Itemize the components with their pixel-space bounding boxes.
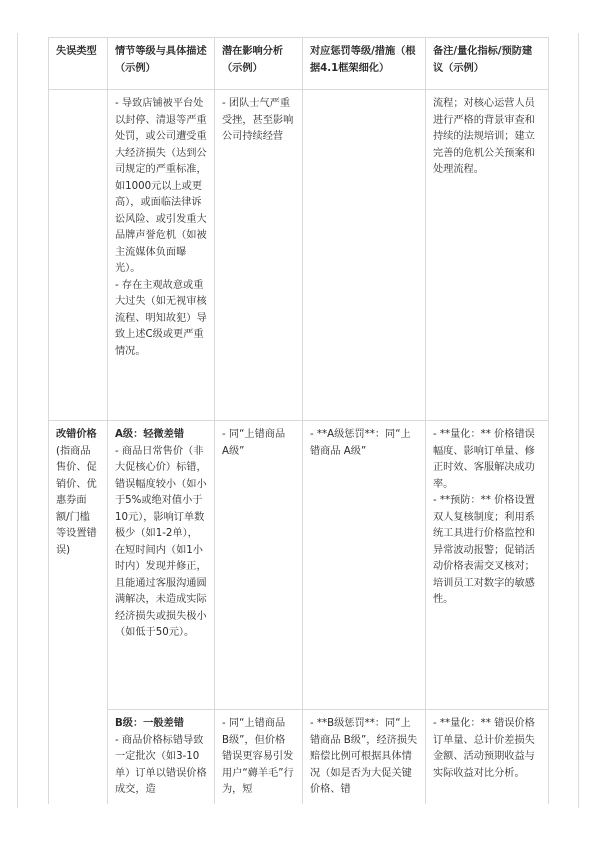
table-row	[49, 710, 549, 804]
cell-notes-level-b: - **量化：** 错误价格订单量、总计价差损失金额、活动预期收益与实际收益对比分析。	[426, 710, 549, 804]
header-notes: 备注/量化指标/预防建议（示例）	[426, 38, 549, 90]
cell-notes-continued: 流程；对核心运营人员进行严格的背景审查和持续的法规培训；建立完善的危机公关预案和处理流程。	[426, 90, 549, 421]
cell-type-continued	[49, 90, 108, 421]
header-error-type: 失误类型	[49, 38, 108, 90]
detail-paragraph: - 导致店铺被平台处以封停、清退等严重处罚，或公司遭受重大经济损失（达到公司规定的严重标准，如1000元以上或更高），或面临法律诉讼风险、或引发重大品牌声誉危机（如被主流媒体负面曝光）。	[115, 98, 207, 274]
cell-penalty-level-b: - **B级惩罚**：同“上错商品 B级”，经济损失赔偿比例可根据具体情况（如是否为大促关键价格、错	[303, 710, 426, 804]
cell-type-price-error	[49, 421, 108, 804]
cell-notes-level-a	[426, 421, 549, 710]
cell-detail-level-b	[108, 710, 215, 804]
header-level-detail: 情节等级与具体描述（示例）	[108, 38, 215, 90]
notes-prevent: - **预防：** 价格设置双人复核制度；利用系统工具进行价格监控和异常波动报警；促销活动价格表需交叉核对；培训员工对数字的敏感性。	[433, 495, 535, 605]
table-row	[49, 421, 549, 710]
cell-penalty-continued	[303, 90, 426, 421]
cell-penalty-level-a: - **A级惩罚**：同“上错商品 A级”	[303, 421, 426, 710]
cell-impact-level-a: - 同“上错商品 A级”	[215, 421, 303, 710]
cell-detail-continued	[108, 90, 215, 421]
type-title: 改错价格	[56, 429, 97, 440]
level-label: A级：轻微差错	[115, 429, 185, 440]
table-header-row	[49, 38, 549, 90]
penalty-table	[48, 37, 549, 804]
detail-paragraph: - 存在主观故意或重大过失（如无视审核流程、明知故犯）导致上述C级或更严重情况。	[115, 279, 207, 357]
cell-detail-level-a	[108, 421, 215, 710]
type-description: (指商品售价、促销价、优惠券面额/门槛等设置错误)	[56, 445, 97, 556]
level-label: B级：一般差错	[115, 718, 184, 729]
level-detail: - 商品日常售价（非大促核心价）标错，错误幅度较小（如小于5%或绝对值小于10元），影响订单数极少（如1-2单），在短时间内（如1小时内）发现并修正，且能通过客服沟通圆满解决，未造成实际经济损失或损失极小（如低于50元）。	[115, 445, 207, 638]
header-impact: 潜在影响分析（示例）	[215, 38, 303, 90]
notes-quantify: - **量化：** 价格错误幅度、影响订单量、修正时效、客服解决成功率。	[433, 429, 535, 490]
level-detail: - 商品价格标错导致一定批次（如3-10单）订单以错误价格成交，造	[115, 734, 207, 795]
header-penalty: 对应惩罚等级/措施（根据4.1框架细化）	[303, 38, 426, 90]
table-row	[49, 90, 549, 421]
cell-impact-continued: - 团队士气严重受挫，甚至影响公司持续经营	[215, 90, 303, 421]
cell-impact-level-b: - 同“上错商品 B级”，但价格错误更容易引发用户“薅羊毛”行为，短	[215, 710, 303, 804]
